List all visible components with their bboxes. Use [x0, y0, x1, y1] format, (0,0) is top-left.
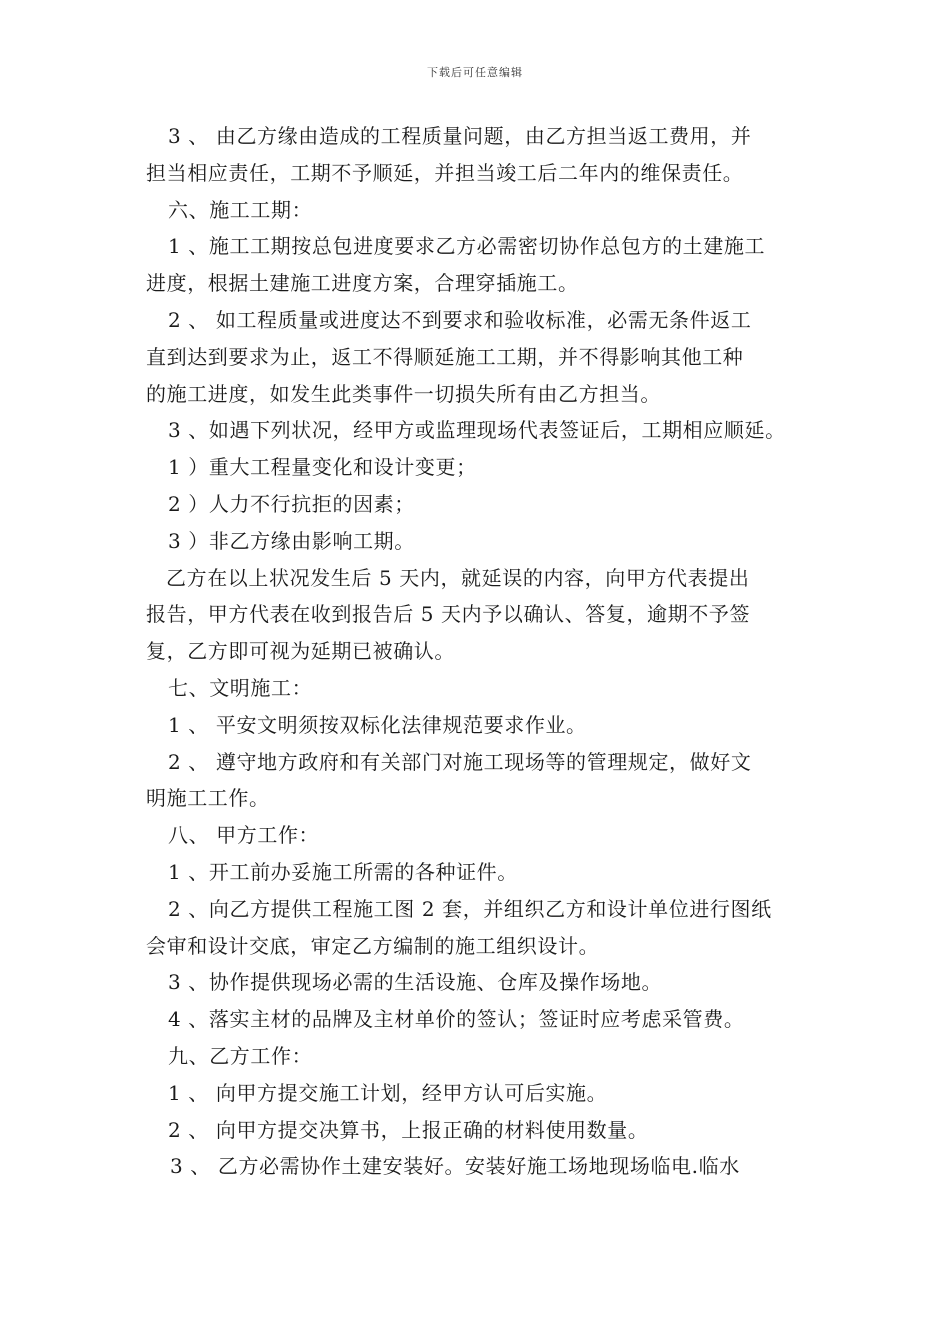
- paragraph-line: 报告，甲方代表在收到报告后 5 天内予以确认、答复，逾期不予签: [146, 602, 751, 627]
- paragraph-line: 2 、 遵守地方政府和有关部门对施工现场等的管理规定，做好文: [168, 749, 752, 774]
- paragraph-line: 乙方在以上状况发生后 5 天内，就延误的内容，向甲方代表提出: [166, 565, 750, 590]
- paragraph-line: 明施工工作。: [146, 786, 270, 811]
- section-heading: 六、施工工期：: [168, 197, 313, 222]
- paragraph-line: 3 、 由乙方缘由造成的工程质量问题，由乙方担当返工费用，并: [168, 124, 752, 148]
- paragraph-line: 2 、向乙方提供工程施工图 2 套，并组织乙方和设计单位进行图纸: [168, 896, 772, 921]
- section-heading: 七、文明施工：: [168, 675, 313, 700]
- paragraph-line: 3 、协作提供现场必需的生活设施、仓库及操作场地。: [168, 970, 663, 995]
- paragraph-line: 进度，根据土建施工进度方案，合理穿插施工。: [146, 271, 579, 296]
- paragraph-line: 复，乙方即可视为延期已被确认。: [146, 639, 455, 664]
- section-heading: 八、 甲方工作：: [168, 823, 320, 848]
- paragraph-line: 4 、落实主材的品牌及主材单价的签认；签证时应考虑采管费。: [168, 1007, 745, 1032]
- paragraph-line: 会审和设计交底，审定乙方编制的施工组织设计。: [146, 933, 600, 958]
- paragraph-line: 直到达到要求为止，返工不得顺延施工工期，并不得影响其他工种: [146, 344, 744, 369]
- paragraph-line: 1 、开工前办妥施工所需的各种证件。: [168, 859, 518, 884]
- paragraph-line: 3 、 乙方必需协作土建安装好。安装好施工场地现场临电.临水: [170, 1154, 740, 1179]
- section-heading: 九、乙方工作：: [168, 1043, 313, 1068]
- list-item: 2 ）人力不行抗拒的因素；: [168, 491, 415, 516]
- list-item: 1 ）重大工程量变化和设计变更；: [168, 455, 477, 480]
- paragraph-line: 的施工进度，如发生此类事件一切损失所有由乙方担当。: [146, 381, 661, 406]
- paragraph-line: 2 、 如工程质量或进度达不到要求和验收标准，必需无条件返工: [168, 307, 752, 332]
- paragraph-line: 3 、如遇下列状况，经甲方或监理现场代表签证后，工期相应顺延。: [168, 418, 786, 443]
- paragraph-line: 1 、施工工期按总包进度要求乙方必需密切协作总包方的土建施工: [168, 234, 766, 259]
- paragraph-line: 2 、 向甲方提交决算书，上报正确的材料使用数量。: [168, 1117, 649, 1142]
- paragraph-line: 1 、 向甲方提交施工计划，经甲方认可后实施。: [168, 1080, 608, 1105]
- list-item: 3 ）非乙方缘由影响工期。: [168, 528, 415, 553]
- paragraph-line: 1 、 平安文明须按双标化法律规范要求作业。: [168, 712, 587, 737]
- paragraph-line: 担当相应责任，工期不予顺延，并担当竣工后二年内的维保责任。: [146, 160, 744, 185]
- page-header: 下载后可任意编辑: [427, 66, 523, 79]
- document-body: [146, 118, 822, 1185]
